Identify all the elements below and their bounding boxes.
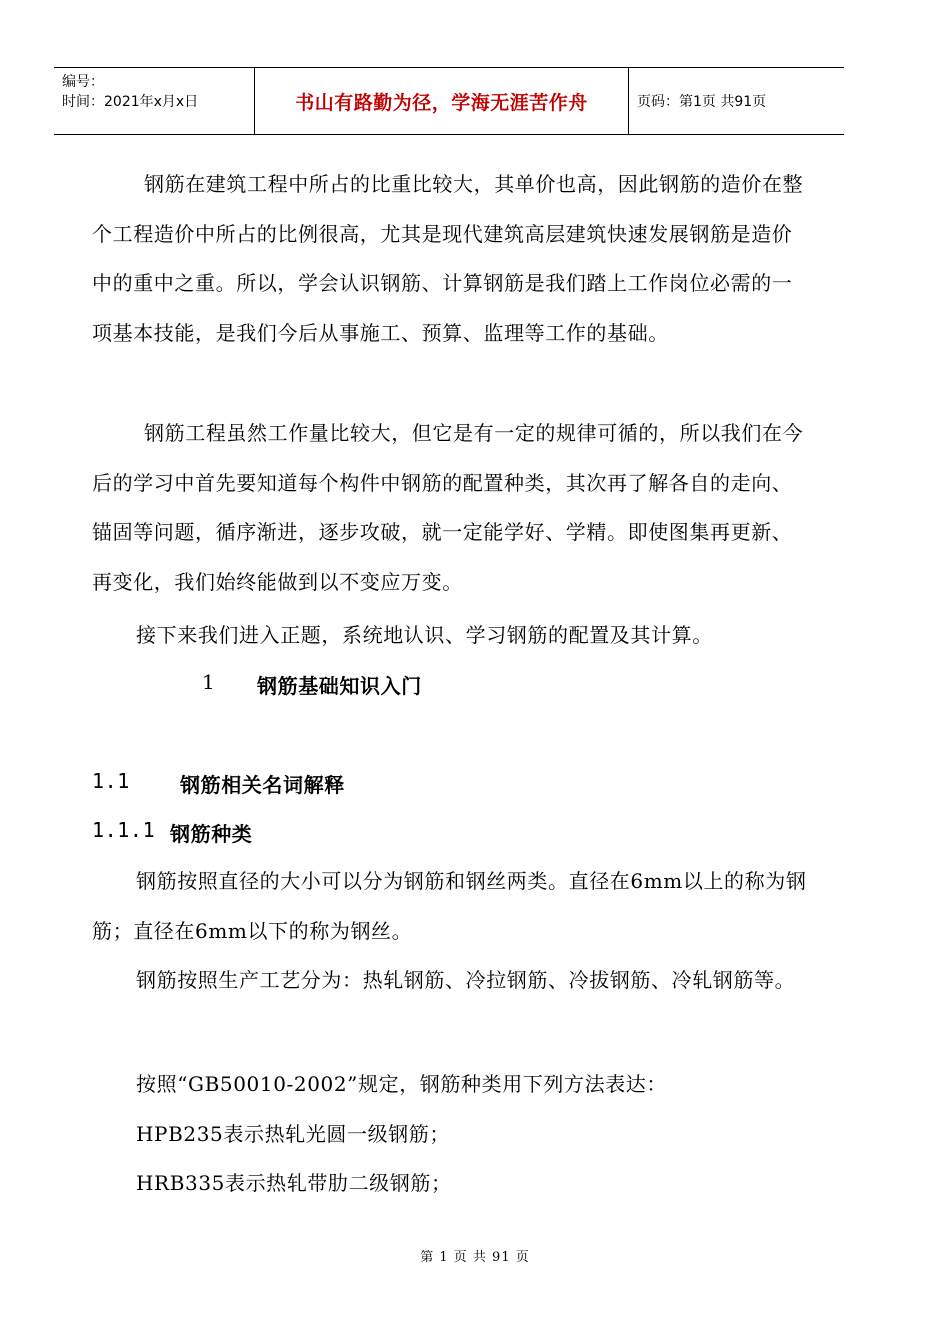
heading-2-title: 钢筋相关名词解释 — [180, 773, 345, 797]
paragraph-process: 钢筋按照生产工艺分为：热轧钢筋、冷拉钢筋、冷拔钢筋、冷轧钢筋等。 — [136, 968, 796, 992]
header-time-label: 时间：2021年x月x日 — [62, 94, 199, 110]
heading-2-number: 1.1 — [92, 769, 130, 793]
heading-3-number: 1.1.1 — [92, 818, 156, 842]
heading-1-title: 钢筋基础知识入门 — [257, 674, 422, 698]
paragraph-rules: 钢筋工程虽然工作量比较大，但它是有一定的规律可循的，所以我们在今后的学习中首先要知道每个构件中钢筋的配置种类，其次再了解各自的走向、锚固等问题，循序渐进，逐步攻破，就一定能学好、学精。即使图集再更新、再变化，我们始终能做到以不变应万变。 — [92, 421, 804, 594]
paragraph-standard: 按照“GB50010-2002”规定，钢筋种类用下列方法表达： — [136, 1072, 668, 1096]
paragraph-diameter: 钢筋按照直径的大小可以分为钢筋和钢丝两类。直径在6mm以上的称为钢筋；直径在6mm以下的称为钢丝。 — [92, 869, 807, 943]
paragraph-next: 接下来我们进入正题，系统地认识、学习钢筋的配置及其计算。 — [136, 623, 713, 647]
heading-1-number: 1 — [202, 670, 216, 694]
heading-3-title: 钢筋种类 — [170, 822, 253, 846]
header-motto: 书山有路勤为径，学海无涯苦作舟 — [255, 68, 629, 134]
paragraph-hpb235: HPB235表示热轧光圆一级钢筋； — [136, 1122, 450, 1146]
header-number-label: 编号： — [62, 74, 104, 90]
paragraph-intro: 钢筋在建筑工程中所占的比重比较大，其单价也高，因此钢筋的造价在整个工程造价中所占的比例很高，尤其是现代建筑高层建筑快速发展钢筋是造价中的重中之重。所以，学会认识钢筋、计算钢筋是我们踏上工作岗位必需的一项基本技能，是我们今后从事施工、预算、监理等工作的基础。 — [92, 172, 804, 345]
document-header — [54, 67, 844, 135]
page-footer: 第 1 页 共 91 页 — [420, 1250, 530, 1265]
paragraph-hrb335: HRB335表示热轧带肋二级钢筋； — [136, 1171, 452, 1195]
header-page-info: 页码：第1页 共91页 — [637, 94, 767, 110]
header-meta — [54, 68, 255, 134]
